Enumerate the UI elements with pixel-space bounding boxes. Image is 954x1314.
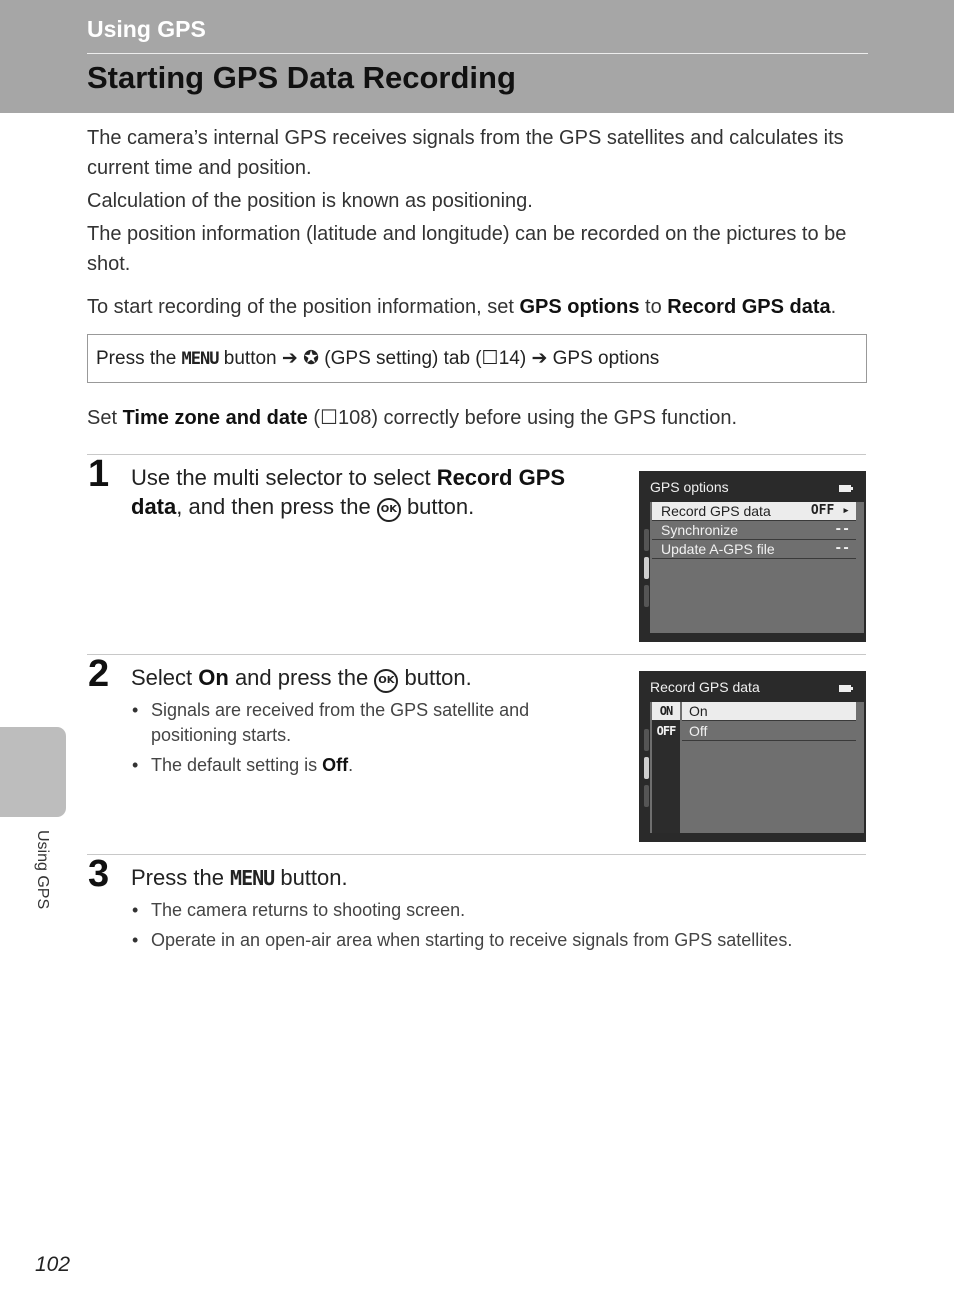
option-label: On [689,703,708,719]
text: , and then press the [176,494,377,519]
record-gps-data-term: Record GPS data [667,296,831,318]
option-label-wrap [682,722,856,741]
step-2-text [131,663,611,693]
arrow-icon: ➔ [281,348,298,369]
bullet-item: • Operate in an open-air area when starting to receive signals from GPS satellites. [132,928,852,953]
menu-row-update-agps[interactable] [652,540,856,559]
menu-tab-icon [644,529,649,551]
bullet-item: • The camera returns to shooting screen. [132,898,852,923]
text: button. [274,865,348,890]
text: . [348,755,354,775]
text: Press the [131,865,231,890]
menu-path-box [87,334,867,383]
menu-tab-icon [644,757,649,779]
menu-row-value: OFF ▸ [810,503,850,518]
time-zone-term: Time zone and date [122,407,308,429]
text: Set [87,407,123,429]
on-icon: ON [652,702,680,720]
gps-setting-icon: ✪ [303,348,320,369]
chapter-thumb-tab [0,727,66,817]
text: Select [131,665,199,690]
text: Press the [96,348,182,369]
gps-options-term: GPS options [519,296,640,318]
text: button. [398,665,472,690]
ok-button-icon: OK [377,498,401,522]
text: and press the [228,665,375,690]
menu-tab-icon [644,585,649,607]
menu-row-value: -- [834,522,850,537]
page-reference: 14) [498,348,532,369]
menu-row-synchronize[interactable] [652,521,856,540]
camera-screen-gps-options [639,471,866,642]
menu-row-label: Update A-GPS file [661,541,775,557]
bullet-item [132,753,552,778]
step-3-text [131,863,731,893]
battery-icon [839,485,851,492]
camera-screen-record-gps-data [639,671,866,842]
menu-panel [650,502,864,633]
menu-row-label: Synchronize [661,522,739,538]
page-header [0,0,954,113]
on-term: On [198,665,229,690]
menu-tab-icon [644,729,649,751]
section-title: Using GPS [87,16,206,42]
menu-button-icon: MENU [181,349,219,369]
page-number: 102 [35,1253,71,1276]
intro-paragraph-3: The position information (latitude and longitude) can be recorded on the pictures to be shot. [87,223,847,275]
book-reference-icon: ☐ [481,348,499,369]
intro-paragraph-2: Calculation of the position is known as positioning. [87,190,533,212]
intro-paragraph-4 [87,292,877,322]
off-icon: OFF [656,724,676,738]
options-panel [650,702,864,833]
step-divider [87,654,866,655]
book-reference-icon: ☐ [320,407,338,429]
step-number: 1 [88,453,110,495]
screen-title: Record GPS data [650,679,760,695]
bullet-item: • Signals are received from the GPS satellite and positioning starts. [132,698,552,748]
step-3-bullets [132,898,852,958]
step-2-bullets [132,698,552,783]
chapter-side-label: Using GPS [34,830,51,910]
text: button. [400,494,475,519]
text: button [218,348,282,369]
arrow-icon: ➔ [531,348,548,369]
text: The default setting is [151,755,323,775]
step-divider [87,454,866,455]
record-gps-data-term: Record GPS data [131,465,566,519]
header-divider [87,53,868,54]
step-divider [87,854,866,855]
menu-row-label: Record GPS data [661,503,771,519]
page-title: Starting GPS Data Recording [87,60,516,95]
menu-row-value: -- [834,541,850,556]
step-1-text [131,463,601,522]
text: ( [307,407,321,429]
battery-icon [839,685,851,692]
menu-tab-icon [644,557,649,579]
text: (GPS setting) tab ( [319,348,482,369]
text: to [639,296,668,318]
menu-tab-icon [644,785,649,807]
step-number: 2 [88,653,110,695]
option-off[interactable] [652,722,856,740]
text: . [830,296,837,318]
off-term: Off [322,755,349,775]
text: Use the multi selector to select [131,465,437,490]
option-on[interactable] [652,702,856,720]
option-label-wrap [682,702,856,721]
screen-title: GPS options [650,479,729,495]
text: GPS options [547,348,660,369]
menu-path-text [96,347,659,370]
step-number: 3 [88,853,110,895]
option-label: Off [689,723,708,739]
menu-row-record-gps-data[interactable] [652,502,856,521]
time-zone-note [87,403,877,433]
text: 108) correctly before using the GPS function. [337,407,738,429]
intro-paragraph-1: The camera’s internal GPS receives signals from the GPS satellites and calculates its current time and position. [87,127,844,179]
menu-button-icon: MENU [230,866,275,890]
text: To start recording of the position information, set [87,296,520,318]
ok-button-icon: OK [374,669,398,693]
